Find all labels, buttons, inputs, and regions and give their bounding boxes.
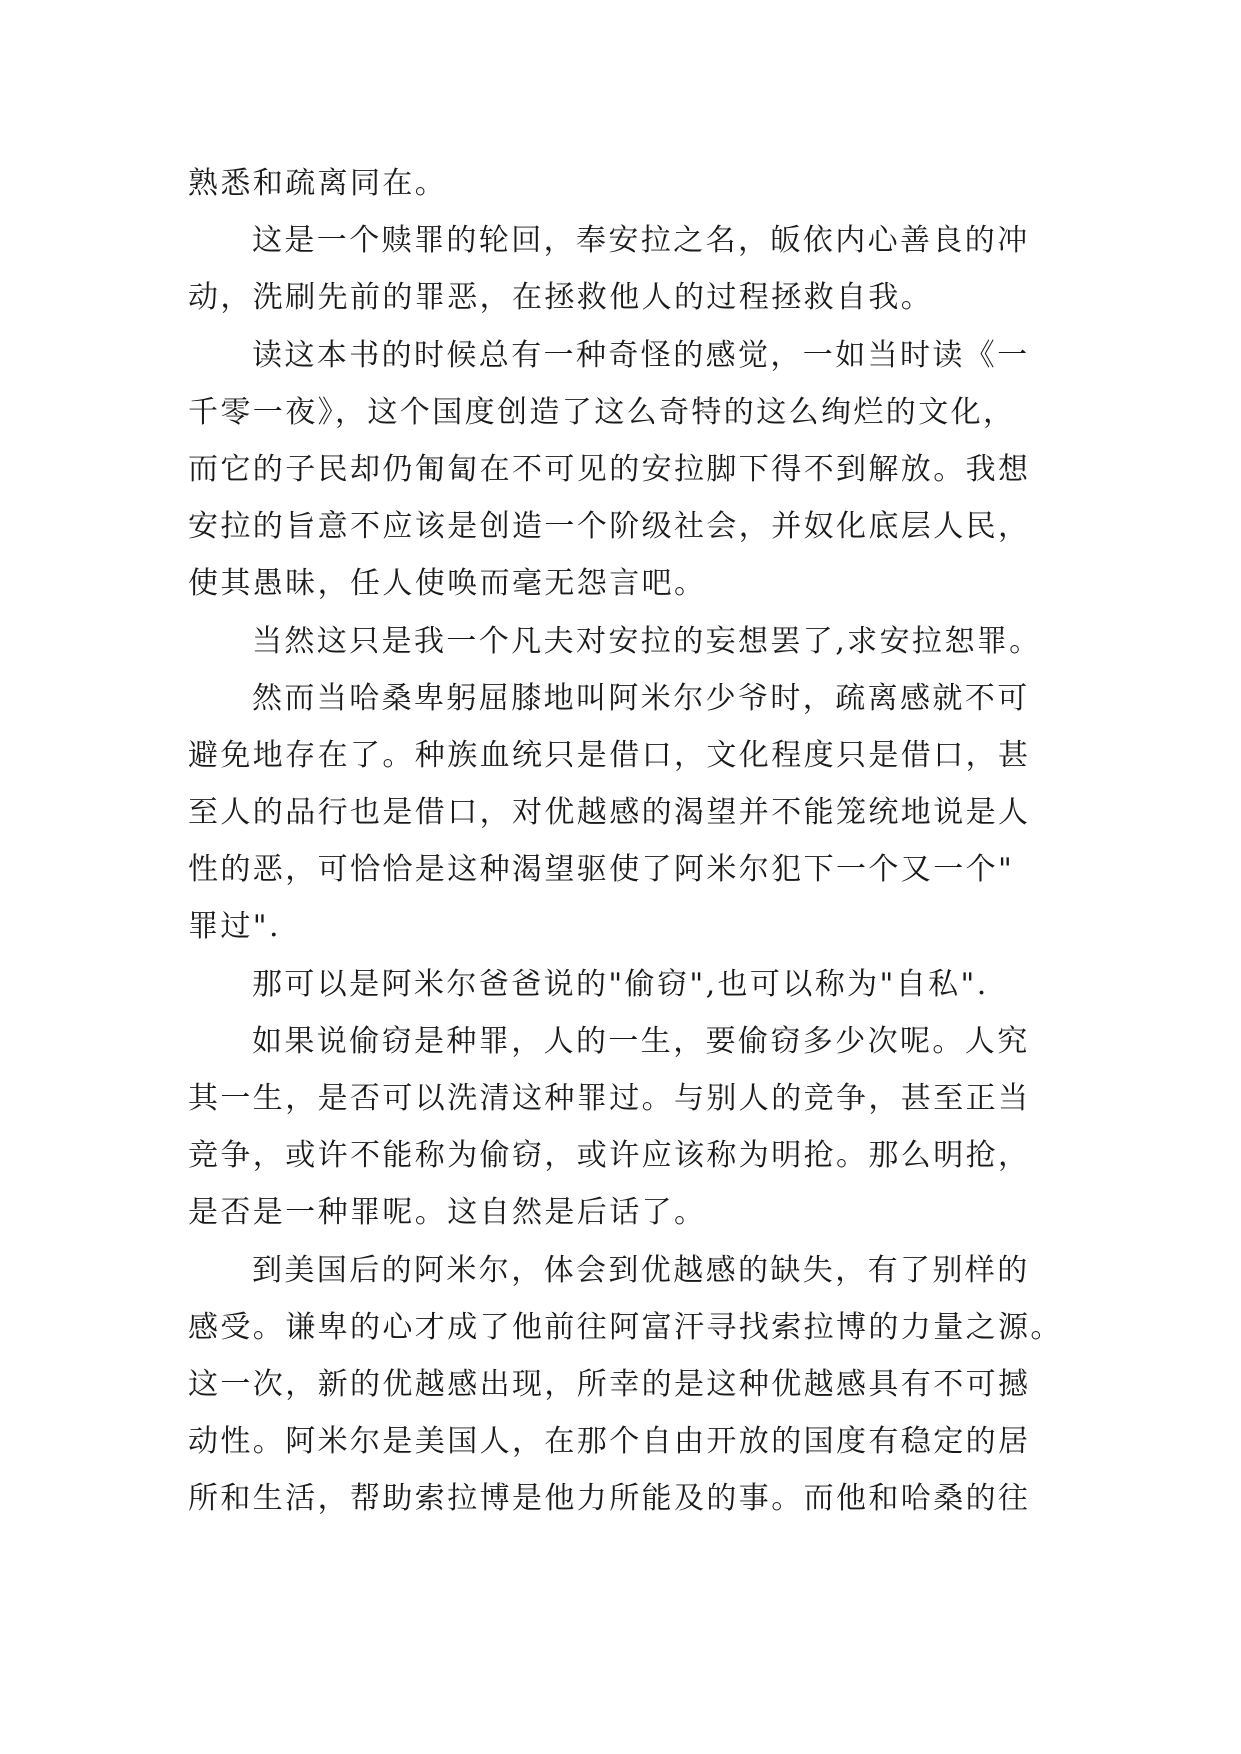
text-line: 然而当哈桑卑躬屈膝地叫阿米尔少爷时，疏离感就不可 xyxy=(252,680,1030,716)
body-text xyxy=(188,155,1063,1528)
text-line: 使其愚昧，任人使唤而毫无怨言吧。 xyxy=(188,566,707,602)
text-line: 千零一夜》，这个国度创造了这么奇特的这么绚烂的文化， xyxy=(188,394,1016,430)
text-line: 是否是一种罪呢。这自然是后话了。 xyxy=(188,1195,707,1231)
text-line: 当然这只是我一个凡夫对安拉的妄想罢了,求安拉恕罪。 xyxy=(252,623,1042,659)
text-line: 到美国后的阿米尔，体会到优越感的缺失，有了别样的 xyxy=(252,1252,1030,1288)
text-line: 读这本书的时候总有一种奇怪的感觉，一如当时读《一 xyxy=(252,337,1030,373)
text-line: 动性。阿米尔是美国人，在那个自由开放的国度有稳定的居 xyxy=(188,1424,1031,1460)
text-line: 动，洗刷先前的罪恶，在拯救他人的过程拯救自我。 xyxy=(188,280,934,316)
text-line: 感受。谦卑的心才成了他前往阿富汗寻找索拉博的力量之源。 xyxy=(188,1309,1063,1345)
text-line: 如果说偷窃是种罪，人的一生，要偷窃多少次呢。人究 xyxy=(252,1023,1030,1059)
text-line: 其一生，是否可以洗清这种罪过。与别人的竞争，甚至正当 xyxy=(188,1081,1031,1116)
text-line: 罪过". xyxy=(188,909,281,945)
text-line: 这是一个赎罪的轮回，奉安拉之名，皈依内心善良的冲 xyxy=(252,223,1030,259)
text-line: 性的恶，可恰恰是这种渴望驱使了阿米尔犯下一个又一个" xyxy=(188,852,1015,888)
text-line: 这一次，新的优越感出现，所幸的是这种优越感具有不可撼 xyxy=(188,1366,1031,1402)
text-line: 避免地存在了。种族血统只是借口，文化程度只是借口，甚 xyxy=(188,737,1031,773)
text-line: 而它的子民却仍匍匐在不可见的安拉脚下得不到解放。我想 xyxy=(188,451,1031,487)
text-line: 安拉的旨意不应该是创造一个阶级社会，并奴化底层人民， xyxy=(188,509,1031,545)
text-line: 竞争，或许不能称为偷窃，或许应该称为明抢。那么明抢， xyxy=(188,1138,1031,1174)
text-line: 至人的品行也是借口，对优越感的渴望并不能笼统地说是人 xyxy=(188,795,1031,831)
text-line: 那可以是阿米尔爸爸说的"偷窃",也可以称为"自私". xyxy=(252,966,989,1002)
text-line: 所和生活，帮助索拉博是他力所能及的事。而他和哈桑的往 xyxy=(188,1481,1031,1517)
text-line: 熟悉和疏离同在。 xyxy=(188,166,448,201)
